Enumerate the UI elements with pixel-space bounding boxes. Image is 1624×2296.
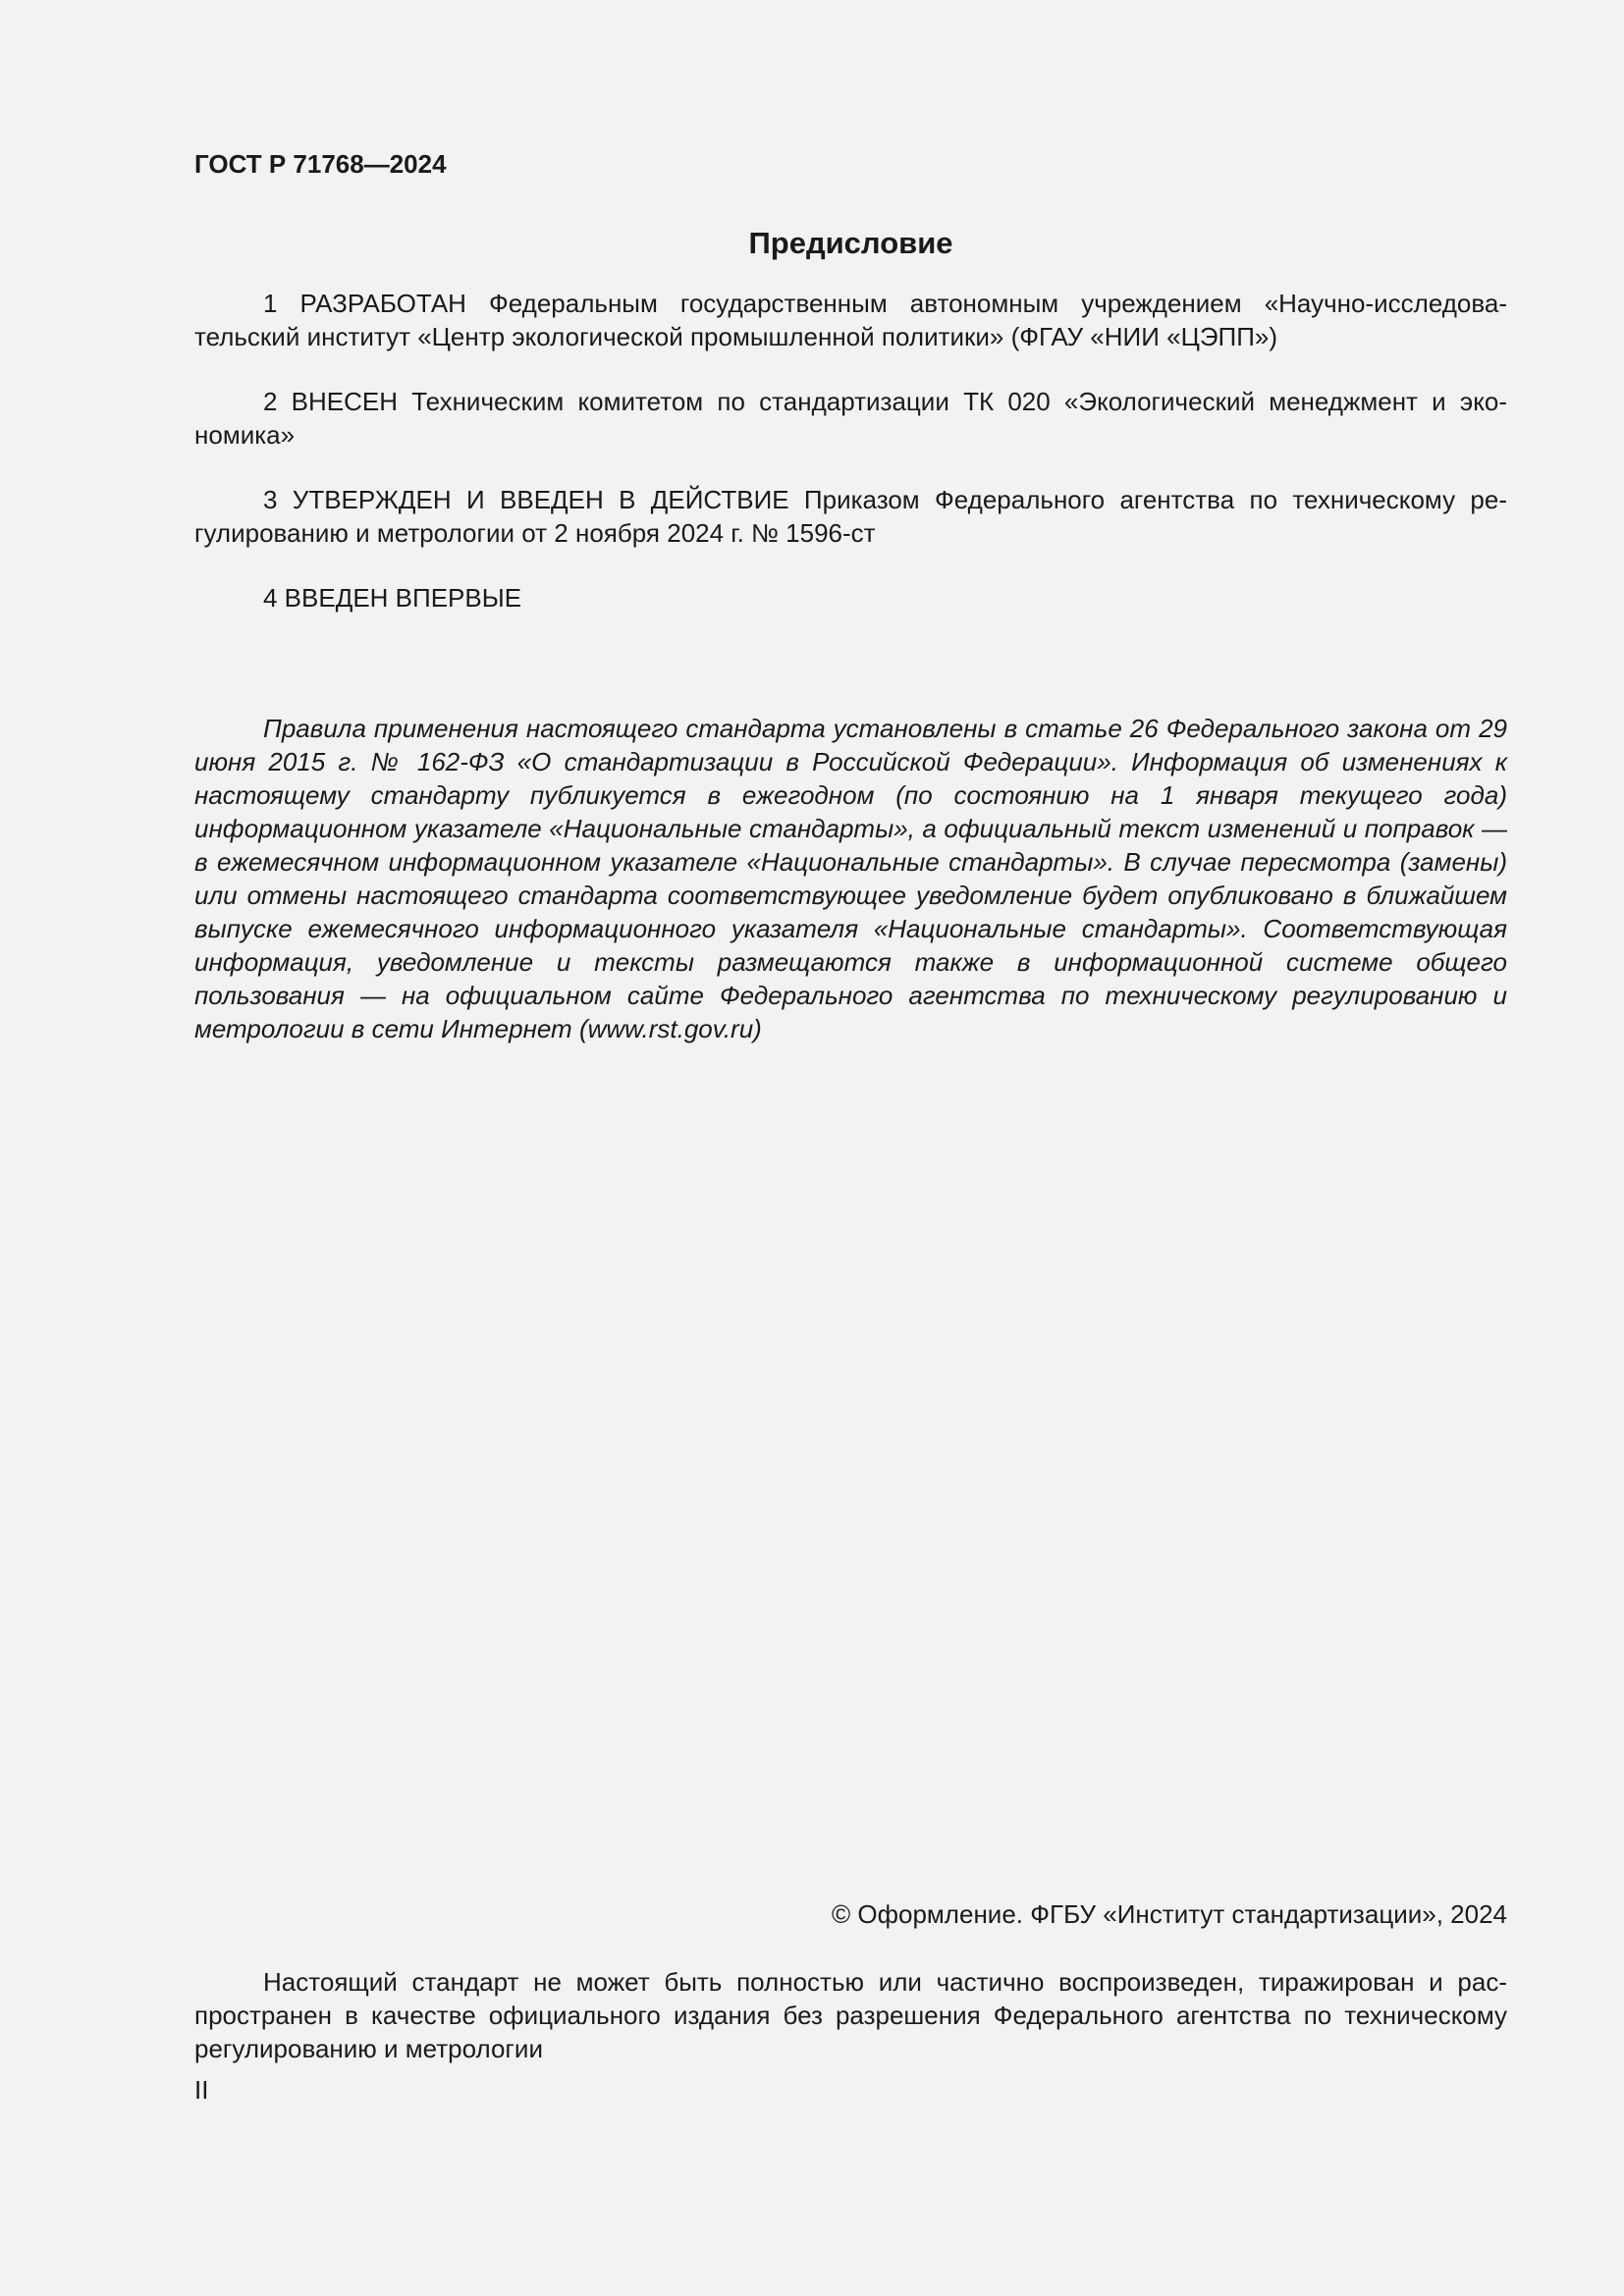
foreword-title: Предисловие xyxy=(748,226,953,260)
copyright-line: © Оформление. ФГБУ «Институт стандартизации», 2024 xyxy=(832,1899,1507,1929)
foreword-item-developed: 1 РАЗРАБОТАН Федеральным государственным автономным учреждением «Научно-исследовательский институт «Центр экологической промышленной политики» (ФГАУ «НИИ «ЦЭПП») xyxy=(194,289,1507,351)
application-rules-note: Правила применения настоящего стандарта установлены в статье 26 Федерального закона от 29 июня 2015 г. № 162-ФЗ «О стандартизации в Российской Федерации». Информация об изменениях к настоящему стандарту публикуется в ежегодном (по состоянию на 1 января текущего года) информационном указателе «Национальные стандарты», а официальный текст изменений и поправок — в ежемесячном информационном указателе «Национальные стандарты». В случае пересмотра (замены) или отмены настоящего стандарта соответствующее уведомление будет опубликовано в ближайшем выпуске ежемесячного информационного указателя «Национальные стандарты». Соответствующая информация, уведомление и тексты размещаются также в информационной системе общего пользования — на официальном сайте Федерального агентства по техническому регулированию и метрологии в сети Интернет (www.rst.gov.ru) xyxy=(194,714,1507,1043)
document-code: ГОСТ Р 71768—2024 xyxy=(194,149,447,179)
reproduction-notice: Настоящий стандарт не может быть полностью или частично воспроизведен, тиражирован и распространен в качестве официального издания без разрешения Федерального агентства по техническому регулированию и метрологии xyxy=(194,1967,1507,2063)
foreword-item-submitted: 2 ВНЕСЕН Техническим комитетом по стандартизации ТК 020 «Экологический менеджмент и экономика» xyxy=(194,387,1507,450)
foreword-item-approved: 3 УТВЕРЖДЕН И ВВЕДЕН В ДЕЙСТВИЕ Приказом Федерального агентства по техническому регулированию и метрологии от 2 ноября 2024 г. № 1596-ст xyxy=(194,485,1507,548)
foreword-item-first-introduced: 4 ВВЕДЕН ВПЕРВЫЕ xyxy=(263,583,522,613)
page-number: II xyxy=(194,2075,209,2105)
document-page xyxy=(194,0,1507,2296)
